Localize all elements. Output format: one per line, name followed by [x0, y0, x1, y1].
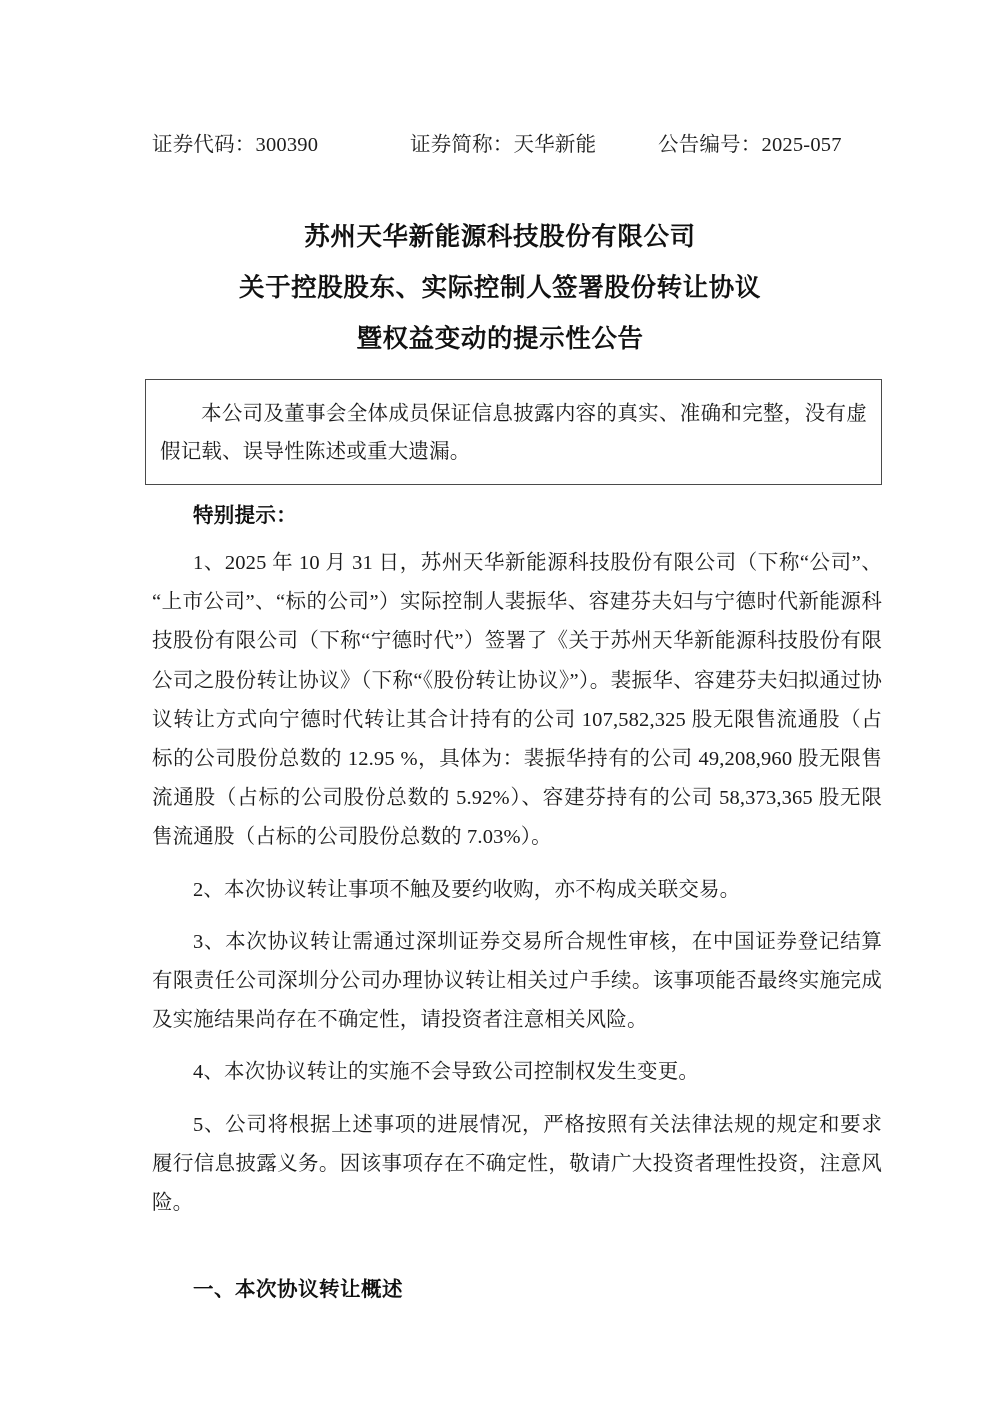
special-notice-item-1: 1、2025 年 10 月 31 日，苏州天华新能源科技股份有限公司（下称“公司”、“上市公司”、“标的公司”）实际控制人裴振华、容建芬夫妇与宁德时代新能源科技股份有限公司（下称“宁德时代”）签署了《关于苏州天华新能源科技股份有限公司之股份转让协议》（下称“《股份转让协议》”）。裴振华、容建芬夫妇拟通过协议转让方式向宁德时代转让其合计持有的公司 107,582,325 股无限售流通股（占标的公司股份总数的 12.95 %，具体为：裴振华持有的公司 49,208,960 股无限售流通股（占标的公司股份总数的 5.92%）、容建芬持有的公司 58,373,365 股无限售流通股（占标的公司股份总数的 7.03%）。: [152, 552, 882, 849]
disclaimer-box: [145, 379, 882, 485]
special-notice-item-3: 3、本次协议转让需通过深圳证券交易所合规性审核，在中国证券登记结算有限责任公司深圳分公司办理协议转让相关过户手续。该事项能否最终实施完成及实施结果尚存在不确定性，请投资者注意相关风险。: [152, 930, 882, 1032]
security-abbreviation: 证券简称：天华新能: [410, 134, 597, 156]
title-line-subject: 关于控股股东、实际控制人签署股份转让协议: [238, 274, 761, 302]
special-notice-item-2: 2、本次协议转让事项不触及要约收购，亦不构成关联交易。: [193, 878, 741, 901]
spacer: [152, 1093, 882, 1106]
document-body: [152, 497, 882, 1309]
security-code: 证券代码：300390: [152, 134, 319, 156]
section-heading-overview: 一、本次协议转让概述: [193, 1278, 403, 1302]
special-notice-item-5: 5、公司将根据上述事项的进展情况，严格按照有关法律法规的规定和要求履行信息披露义务。因该事项存在不确定性，敬请广大投资者理性投资，注意风险。: [152, 1113, 882, 1215]
document-title: [0, 212, 1000, 365]
spacer: [152, 858, 882, 871]
spacer: [152, 535, 882, 544]
disclaimer-text: 本公司及董事会全体成员保证信息披露内容的真实、准确和完整，没有虚假记载、误导性陈述或重大遗漏。: [160, 403, 867, 463]
special-notice-item-4: 4、本次协议转让的实施不会导致公司控制权发生变更。: [193, 1061, 699, 1084]
document-header: [152, 127, 882, 157]
title-line-company: 苏州天华新能源科技股份有限公司: [304, 223, 696, 251]
title-line-subject-continued: 暨权益变动的提示性公告: [356, 325, 644, 353]
announcement-number: 公告编号：2025-057: [658, 134, 842, 156]
spacer: [152, 1223, 882, 1271]
special-notice-label: 特别提示：: [193, 504, 297, 527]
spacer: [152, 1040, 882, 1053]
spacer: [152, 910, 882, 923]
